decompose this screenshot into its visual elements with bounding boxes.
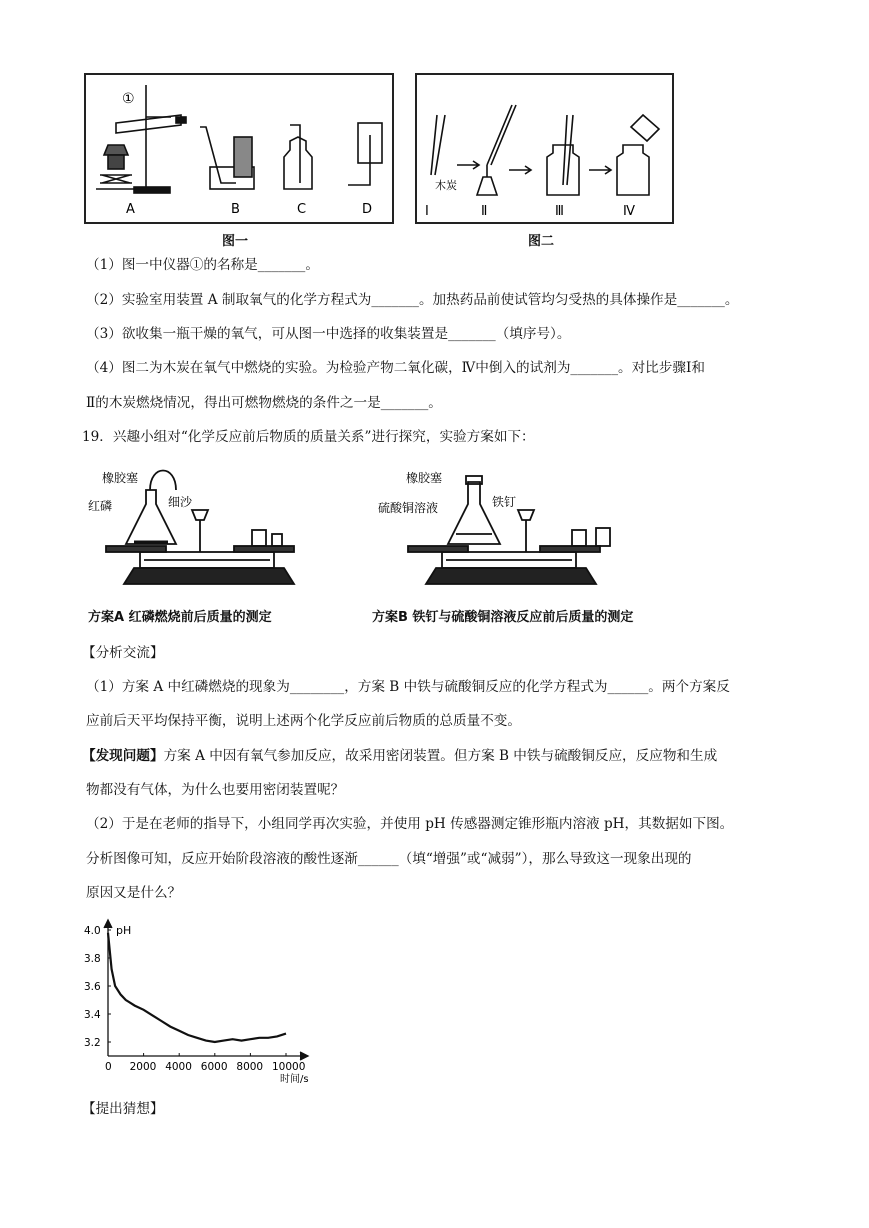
discover-text1: 方案 A 中因有氧气参加反应，故采用密闭装置。但方案 B 中铁与硫酸铜反应，反应物和生成	[163, 748, 718, 764]
y-tick-label: 4.0	[84, 925, 101, 937]
plan-a-redp-label: 红磷	[88, 499, 113, 513]
bottle-step-4	[617, 145, 649, 195]
label-ii: Ⅱ	[481, 204, 488, 219]
plan-a-figure	[84, 460, 334, 610]
y-tick-label: 3.4	[84, 1009, 101, 1021]
ph-chart	[80, 918, 320, 1086]
plan-a-caption: 方案A 红磷燃烧前后质量的测定	[88, 610, 272, 625]
ph-series-line	[108, 933, 286, 1042]
x-tick-label: 8000	[236, 1061, 264, 1073]
q19-intro: 19．兴趣小组对“化学反应前后物质的质量关系”进行探究，实验方案如下：	[82, 429, 535, 445]
tongs-step-1	[431, 115, 445, 175]
plan-b-stopper-label: 橡胶塞	[406, 471, 443, 485]
apparatus-b	[200, 127, 254, 189]
label-iii: Ⅲ	[555, 204, 564, 219]
discover-line2: 物都没有气体，为什么也要用密闭装置呢？	[86, 782, 345, 798]
analysis2-line2: 分析图像可知，反应开始阶段溶液的酸性逐渐______（填“增强”或“减弱”），那么导致这一现象出现的	[86, 851, 692, 867]
section-hypothesis: 【提出猜想】	[82, 1101, 164, 1117]
plan-a-stopper-label: 橡胶塞	[102, 471, 139, 485]
q18-part1: （1）图一中仪器①的名称是_______。	[86, 257, 319, 273]
apparatus-c	[284, 125, 312, 189]
bottle-step-3	[547, 145, 579, 195]
label-a: A	[126, 202, 135, 217]
analysis2-line1: （2）于是在老师的指导下，小组同学再次实验，并使用 pH 传感器测定锥形瓶内溶液 pH，其数据如下图。	[86, 816, 734, 832]
figure-two	[415, 73, 674, 224]
figure-one	[84, 73, 394, 224]
figure-one-drawing	[86, 75, 392, 222]
x-axis-label: 时间/s	[280, 1074, 309, 1085]
plan-b-nail-label: 铁钉	[492, 495, 517, 509]
plan-b-solution-label: 硫酸铜溶液	[378, 501, 439, 515]
y-tick-label: 3.6	[84, 981, 101, 993]
figure-two-drawing	[417, 75, 672, 222]
q18-part4-line1: （4）图二为木炭在氧气中燃烧的实验。为检验产物二氧化碳，Ⅳ中倒入的试剂为_______。对比步骤Ⅰ和	[86, 360, 705, 376]
q18-part4-line2: Ⅱ的木炭燃烧情况，得出可燃物燃烧的条件之一是_______。	[86, 395, 442, 411]
label-d: D	[362, 202, 373, 217]
marker-1: ①	[122, 91, 135, 107]
x-tick-label: 0	[105, 1061, 112, 1073]
x-tick-label: 4000	[165, 1061, 192, 1073]
discover-tag: 【发现问题】	[82, 748, 164, 764]
plan-b-figure	[376, 460, 636, 610]
arrow-1	[457, 161, 479, 169]
y-tick-label: 3.2	[84, 1037, 101, 1049]
label-b: B	[231, 202, 240, 217]
analysis1-line1: （1）方案 A 中红磷燃烧的现象为________，方案 B 中铁与硫酸铜反应的化学方程式为______。两个方案反	[86, 679, 730, 695]
figure-one-caption: 图一	[222, 234, 249, 249]
analysis2-line3: 原因又是什么？	[86, 885, 182, 901]
x-tick-label: 2000	[129, 1061, 157, 1073]
y-tick-label: 3.8	[84, 953, 101, 965]
charcoal-label: 木炭	[435, 179, 457, 192]
analysis1-line2: 应前后天平均保持平衡，说明上述两个化学反应前后物质的总质量不变。	[86, 713, 521, 729]
arrow-2	[509, 166, 531, 174]
label-i: Ⅰ	[425, 204, 429, 219]
label-iv: Ⅳ	[623, 204, 635, 219]
section-analysis: 【分析交流】	[82, 645, 164, 661]
discover-line1	[82, 747, 717, 765]
arrow-3	[589, 166, 611, 174]
beaker	[631, 115, 659, 141]
plan-a-sand-label: 细沙	[168, 495, 193, 509]
y-axis-label: pH	[116, 924, 132, 937]
label-c: C	[297, 202, 307, 217]
x-tick-label: 10000	[272, 1061, 306, 1073]
q18-part2: （2）实验室用装置 A 制取氧气的化学方程式为_______。加热药品前使试管均匀受热的具体操作是_______。	[86, 292, 739, 308]
lamp-step-2	[477, 177, 497, 195]
plan-b-caption: 方案B 铁钉与硫酸铜溶液反应前后质量的测定	[372, 610, 634, 625]
x-tick-label: 6000	[200, 1061, 228, 1073]
apparatus-a	[96, 85, 186, 193]
apparatus-d	[348, 123, 382, 185]
q18-part3: （3）欲收集一瓶干燥的氧气，可从图一中选择的收集装置是_______（填序号）。	[86, 326, 571, 342]
figure-two-caption: 图二	[528, 234, 555, 249]
